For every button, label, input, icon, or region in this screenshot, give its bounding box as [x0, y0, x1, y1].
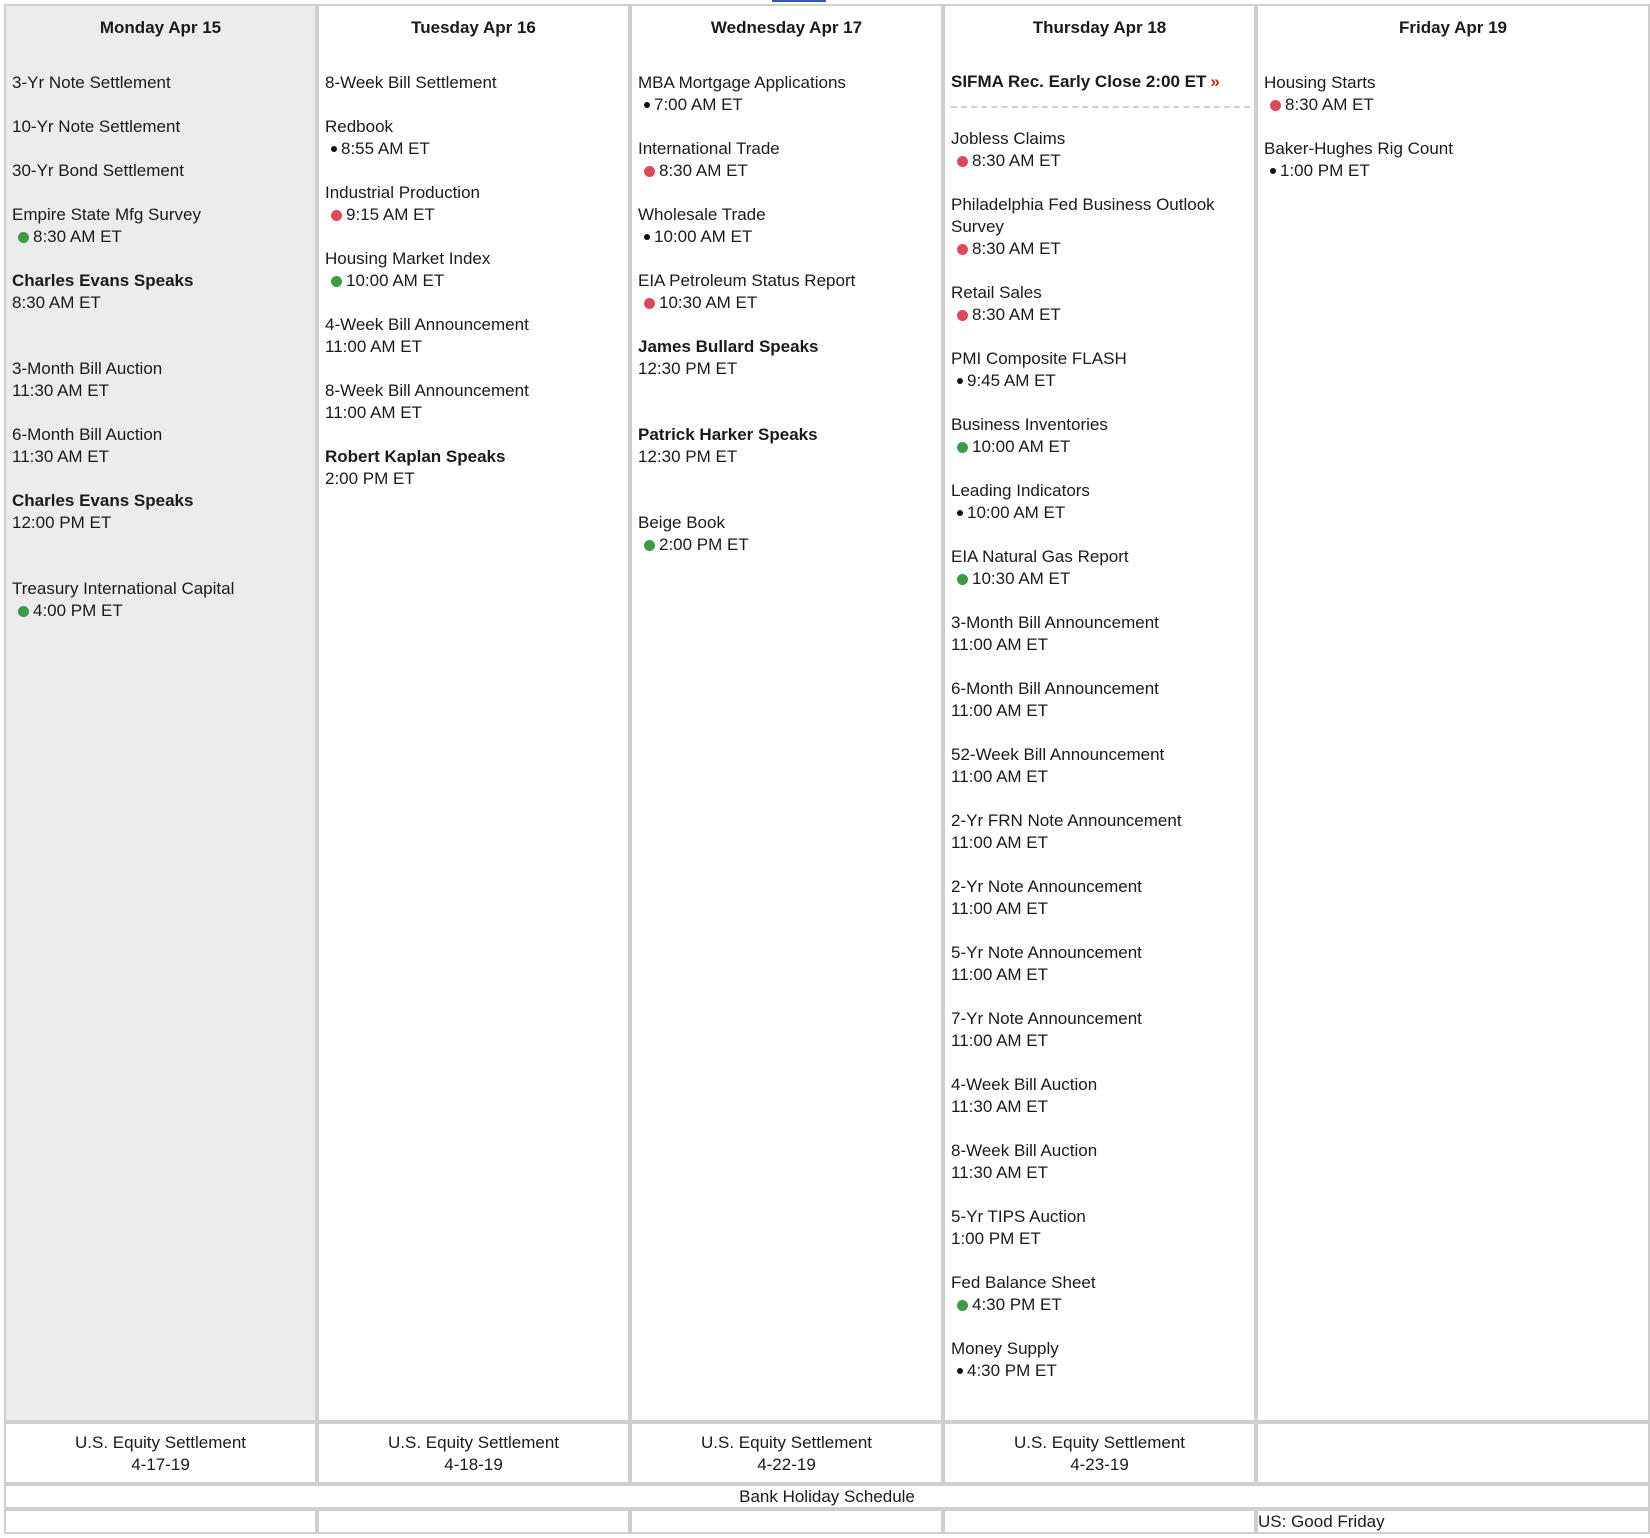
- event-time-text: 8:30 AM ET: [972, 151, 1061, 170]
- calendar-event[interactable]: [12, 424, 311, 468]
- event-name[interactable]: Charles Evans Speaks: [12, 271, 194, 290]
- day-header[interactable]: Wednesday Apr 17: [710, 18, 863, 37]
- event-name[interactable]: 8-Week Bill Settlement: [325, 73, 497, 92]
- event-time: [951, 1096, 1250, 1118]
- importance-dot-icon: [331, 146, 337, 152]
- calendar-event[interactable]: [325, 314, 624, 358]
- event-time: [951, 568, 1250, 590]
- calendar-event[interactable]: [951, 1140, 1250, 1184]
- event-time: [951, 766, 1250, 788]
- event-time-text: 11:00 AM ET: [325, 337, 423, 356]
- event-time: [638, 446, 937, 468]
- event-time: [951, 1228, 1250, 1250]
- event-time: [1264, 94, 1644, 116]
- event-list: [325, 72, 624, 512]
- event-time-text: 11:30 AM ET: [12, 381, 110, 400]
- settlement-label: U.S. Equity Settlement: [387, 1433, 560, 1452]
- calendar-event[interactable]: [638, 424, 937, 468]
- settlement-cell: [317, 1422, 630, 1484]
- event-name[interactable]: Leading Indicators: [951, 481, 1090, 500]
- calendar-event[interactable]: [951, 744, 1250, 788]
- event-time-text: 2:00 PM ET: [659, 535, 749, 554]
- day-header[interactable]: Tuesday Apr 16: [411, 18, 536, 37]
- event-time-text: 12:30 PM ET: [638, 447, 738, 466]
- event-name[interactable]: 3-Month Bill Auction: [12, 359, 163, 378]
- day-header[interactable]: Monday Apr 15: [99, 18, 222, 37]
- calendar-event[interactable]: [12, 160, 311, 182]
- event-name[interactable]: Fed Balance Sheet: [951, 1273, 1096, 1292]
- settlement-date: 4-22-19: [757, 1455, 816, 1474]
- holiday-cell: [317, 1509, 630, 1534]
- event-time-text: 8:30 AM ET: [659, 161, 748, 180]
- importance-dot-icon: [331, 210, 342, 221]
- importance-dot-icon: [957, 244, 968, 255]
- calendar-event[interactable]: [638, 270, 937, 314]
- importance-dot-icon: [1270, 168, 1276, 174]
- event-time: [638, 534, 937, 556]
- event-time-text: 8:55 AM ET: [341, 139, 430, 158]
- importance-dot-icon: [18, 232, 29, 243]
- event-name[interactable]: 2-Yr FRN Note Announcement: [951, 811, 1182, 830]
- event-time-text: 8:30 AM ET: [972, 305, 1061, 324]
- event-name[interactable]: Housing Market Index: [325, 249, 491, 268]
- event-name[interactable]: 3-Yr Note Settlement: [12, 73, 171, 92]
- calendar-event[interactable]: [638, 512, 937, 556]
- event-time-text: 8:30 AM ET: [12, 293, 101, 312]
- event-time: [951, 1030, 1250, 1052]
- event-name[interactable]: Robert Kaplan Speaks: [325, 447, 506, 466]
- event-name[interactable]: 7-Yr Note Announcement: [951, 1009, 1142, 1028]
- calendar-event[interactable]: [638, 138, 937, 182]
- event-name[interactable]: MBA Mortgage Applications: [638, 73, 846, 92]
- event-time-text: 11:30 AM ET: [951, 1097, 1049, 1116]
- event-time: [325, 270, 624, 292]
- day-column-monday-apr-15: [4, 4, 317, 1422]
- event-time: [325, 336, 624, 358]
- event-time-text: 4:00 PM ET: [33, 601, 123, 620]
- calendar-event[interactable]: [951, 942, 1250, 986]
- event-time-text: 12:00 PM ET: [12, 513, 112, 532]
- calendar-event[interactable]: [325, 72, 624, 94]
- holiday-cell: [943, 1509, 1256, 1534]
- calendar-event[interactable]: [12, 116, 311, 138]
- event-name[interactable]: 8-Week Bill Announcement: [325, 381, 529, 400]
- event-name[interactable]: EIA Petroleum Status Report: [638, 271, 856, 290]
- event-time-text: 11:00 AM ET: [951, 899, 1049, 918]
- settlement-label: U.S. Equity Settlement: [74, 1433, 247, 1452]
- event-time: [951, 436, 1250, 458]
- calendar-event[interactable]: [951, 414, 1250, 458]
- event-name[interactable]: Money Supply: [951, 1339, 1059, 1358]
- calendar-event[interactable]: [638, 336, 937, 380]
- calendar-event[interactable]: [12, 490, 311, 534]
- calendar-event[interactable]: [1264, 138, 1644, 182]
- importance-dot-icon: [331, 276, 342, 287]
- day-column-wednesday-apr-17: [630, 4, 943, 1422]
- importance-dot-icon: [644, 234, 650, 240]
- event-list: [638, 72, 937, 578]
- economic-calendar-grid: [4, 4, 1650, 1534]
- importance-dot-icon: [957, 510, 963, 516]
- event-time: [951, 1294, 1250, 1316]
- event-time: [951, 964, 1250, 986]
- event-name[interactable]: 6-Month Bill Announcement: [951, 679, 1159, 698]
- event-time: [638, 226, 937, 248]
- event-name[interactable]: Beige Book: [638, 513, 725, 532]
- calendar-event[interactable]: [951, 546, 1250, 590]
- event-time-text: 10:00 AM ET: [967, 503, 1066, 522]
- bank-holiday-header: Bank Holiday Schedule: [4, 1484, 1650, 1509]
- event-name[interactable]: 4-Week Bill Announcement: [325, 315, 529, 334]
- calendar-event[interactable]: [325, 116, 624, 160]
- calendar-event[interactable]: [638, 204, 937, 248]
- event-time: [638, 94, 937, 116]
- event-name[interactable]: 8-Week Bill Auction: [951, 1141, 1098, 1160]
- event-time: [325, 468, 624, 490]
- settlement-date: 4-18-19: [444, 1455, 503, 1474]
- calendar-event[interactable]: [12, 578, 311, 622]
- event-time-text: 10:30 AM ET: [972, 569, 1071, 588]
- calendar-event[interactable]: [951, 194, 1250, 260]
- double-chevron-right-icon[interactable]: »: [1210, 72, 1220, 91]
- importance-dot-icon: [644, 102, 650, 108]
- event-time: [951, 370, 1250, 392]
- calendar-event[interactable]: [951, 282, 1250, 326]
- calendar-event[interactable]: [951, 876, 1250, 920]
- event-time-text: 11:00 AM ET: [951, 701, 1049, 720]
- event-name[interactable]: 2-Yr Note Announcement: [951, 877, 1142, 896]
- calendar-event[interactable]: [325, 446, 624, 490]
- event-time: [12, 512, 311, 534]
- event-name[interactable]: Jobless Claims: [951, 129, 1066, 148]
- calendar-event[interactable]: [951, 480, 1250, 524]
- event-name[interactable]: Industrial Production: [325, 183, 480, 202]
- event-time-text: 12:30 PM ET: [638, 359, 738, 378]
- event-time: [951, 832, 1250, 854]
- event-name[interactable]: 5-Yr TIPS Auction: [951, 1207, 1086, 1226]
- event-list: [1264, 72, 1644, 204]
- event-name[interactable]: EIA Natural Gas Report: [951, 547, 1129, 566]
- event-name[interactable]: PMI Composite FLASH: [951, 349, 1127, 368]
- event-time: [951, 150, 1250, 172]
- event-time-text: 1:00 PM ET: [1280, 161, 1370, 180]
- event-time: [951, 502, 1250, 524]
- event-time: [325, 138, 624, 160]
- event-time-text: 10:00 AM ET: [346, 271, 445, 290]
- calendar-event[interactable]: [325, 182, 624, 226]
- event-time-text: 2:00 PM ET: [325, 469, 415, 488]
- importance-dot-icon: [957, 574, 968, 585]
- event-name[interactable]: Redbook: [325, 117, 394, 136]
- event-time: [951, 304, 1250, 326]
- day-column-thursday-apr-18: [943, 4, 1256, 1422]
- calendar-event[interactable]: [951, 1206, 1250, 1250]
- calendar-event[interactable]: [325, 248, 624, 292]
- event-name[interactable]: Business Inventories: [951, 415, 1108, 434]
- settlement-cell: [4, 1422, 317, 1484]
- calendar-event[interactable]: [951, 1074, 1250, 1118]
- event-time: [951, 1360, 1250, 1382]
- calendar-event[interactable]: [951, 678, 1250, 722]
- event-time: [638, 358, 937, 380]
- day-column-friday-apr-19: [1256, 4, 1650, 1422]
- calendar-event[interactable]: [951, 128, 1250, 172]
- importance-dot-icon: [957, 310, 968, 321]
- event-time-text: 10:00 AM ET: [972, 437, 1071, 456]
- event-name[interactable]: 30-Yr Bond Settlement: [12, 161, 184, 180]
- calendar-event[interactable]: [951, 348, 1250, 392]
- event-time: [951, 700, 1250, 722]
- event-time-text: 10:00 AM ET: [654, 227, 753, 246]
- importance-dot-icon: [644, 166, 655, 177]
- event-time: [12, 446, 311, 468]
- event-time-text: 11:00 AM ET: [951, 1031, 1049, 1050]
- event-time: [638, 160, 937, 182]
- calendar-event[interactable]: [951, 612, 1250, 656]
- event-name[interactable]: Retail Sales: [951, 283, 1042, 302]
- event-time: [12, 292, 311, 314]
- event-time-text: 9:45 AM ET: [967, 371, 1056, 390]
- event-name[interactable]: Patrick Harker Speaks: [638, 425, 818, 444]
- importance-dot-icon: [957, 156, 968, 167]
- event-name[interactable]: 6-Month Bill Auction: [12, 425, 163, 444]
- event-time: [325, 204, 624, 226]
- holiday-cell: [4, 1509, 317, 1534]
- event-name[interactable]: International Trade: [638, 139, 780, 158]
- event-time-text: 11:30 AM ET: [12, 447, 110, 466]
- event-list: [12, 72, 311, 644]
- early-close-text: SIFMA Rec. Early Close 2:00 ET: [951, 72, 1207, 91]
- event-name[interactable]: Philadelphia Fed Business Outlook Survey: [951, 195, 1215, 236]
- event-time-text: 8:30 AM ET: [1285, 95, 1374, 114]
- importance-dot-icon: [644, 540, 655, 551]
- event-time-text: 10:30 AM ET: [659, 293, 758, 312]
- importance-dot-icon: [1270, 100, 1281, 111]
- settlement-label: U.S. Equity Settlement: [1013, 1433, 1186, 1452]
- importance-dot-icon: [644, 298, 655, 309]
- event-time-text: 4:30 PM ET: [967, 1361, 1057, 1380]
- day-header[interactable]: Thursday Apr 18: [1032, 18, 1167, 37]
- event-name[interactable]: 52-Week Bill Announcement: [951, 745, 1165, 764]
- top-nav-indicator: [772, 0, 826, 2]
- event-time-text: 9:15 AM ET: [346, 205, 435, 224]
- event-list: [951, 72, 1250, 1404]
- settlement-cell: [943, 1422, 1256, 1484]
- calendar-event[interactable]: [12, 72, 311, 94]
- calendar-event[interactable]: [1264, 72, 1644, 116]
- importance-dot-icon: [957, 378, 963, 384]
- event-time: [951, 1162, 1250, 1184]
- importance-dot-icon: [957, 1368, 963, 1374]
- event-time-text: 7:00 AM ET: [654, 95, 743, 114]
- day-header[interactable]: Friday Apr 19: [1398, 18, 1508, 37]
- event-time-text: 11:00 AM ET: [325, 403, 423, 422]
- calendar-event[interactable]: [12, 358, 311, 402]
- settlement-date: 4-17-19: [131, 1455, 190, 1474]
- event-time-text: 11:00 AM ET: [951, 833, 1049, 852]
- importance-dot-icon: [18, 606, 29, 617]
- calendar-event[interactable]: [951, 1272, 1250, 1316]
- event-name[interactable]: Housing Starts: [1264, 73, 1376, 92]
- event-name[interactable]: 5-Yr Note Announcement: [951, 943, 1142, 962]
- event-name[interactable]: Wholesale Trade: [638, 205, 766, 224]
- event-time: [638, 292, 937, 314]
- event-name[interactable]: 10-Yr Note Settlement: [12, 117, 181, 136]
- settlement-date: 4-23-19: [1070, 1455, 1129, 1474]
- settlement-cell: [630, 1422, 943, 1484]
- calendar-event[interactable]: [638, 72, 937, 116]
- importance-dot-icon: [957, 442, 968, 453]
- event-time-text: 11:00 AM ET: [951, 635, 1049, 654]
- day-column-tuesday-apr-16: [317, 4, 630, 1422]
- event-time: [325, 402, 624, 424]
- event-time: [951, 634, 1250, 656]
- event-time: [1264, 160, 1644, 182]
- event-name[interactable]: Empire State Mfg Survey: [12, 205, 201, 224]
- settlement-cell: [1256, 1422, 1650, 1484]
- event-name[interactable]: Baker-Hughes Rig Count: [1264, 139, 1453, 158]
- event-time-text: 1:00 PM ET: [951, 1229, 1041, 1248]
- event-time: [951, 238, 1250, 260]
- event-name[interactable]: 3-Month Bill Announcement: [951, 613, 1159, 632]
- event-time-text: 11:00 AM ET: [951, 767, 1049, 786]
- holiday-cell: US: Good Friday: [1256, 1509, 1650, 1534]
- calendar-event[interactable]: [951, 1008, 1250, 1052]
- event-time: [12, 380, 311, 402]
- event-time: [12, 600, 311, 622]
- holiday-cell: [630, 1509, 943, 1534]
- event-time-text: 4:30 PM ET: [972, 1295, 1062, 1314]
- event-time: [951, 898, 1250, 920]
- calendar-event[interactable]: [325, 380, 624, 424]
- event-time: [12, 226, 311, 248]
- calendar-event[interactable]: [12, 204, 311, 248]
- calendar-event[interactable]: [951, 810, 1250, 854]
- event-name[interactable]: Treasury International Capital: [12, 579, 235, 598]
- calendar-event[interactable]: [12, 270, 311, 314]
- event-name[interactable]: 4-Week Bill Auction: [951, 1075, 1098, 1094]
- event-name[interactable]: Charles Evans Speaks: [12, 491, 194, 510]
- settlement-label: U.S. Equity Settlement: [700, 1433, 873, 1452]
- event-time-text: 8:30 AM ET: [33, 227, 122, 246]
- event-time-text: 11:00 AM ET: [951, 965, 1049, 984]
- early-close-notice[interactable]: [951, 72, 1250, 108]
- event-time-text: 8:30 AM ET: [972, 239, 1061, 258]
- calendar-event[interactable]: [951, 1338, 1250, 1382]
- event-name[interactable]: James Bullard Speaks: [638, 337, 819, 356]
- importance-dot-icon: [957, 1300, 968, 1311]
- event-time-text: 11:30 AM ET: [951, 1163, 1049, 1182]
